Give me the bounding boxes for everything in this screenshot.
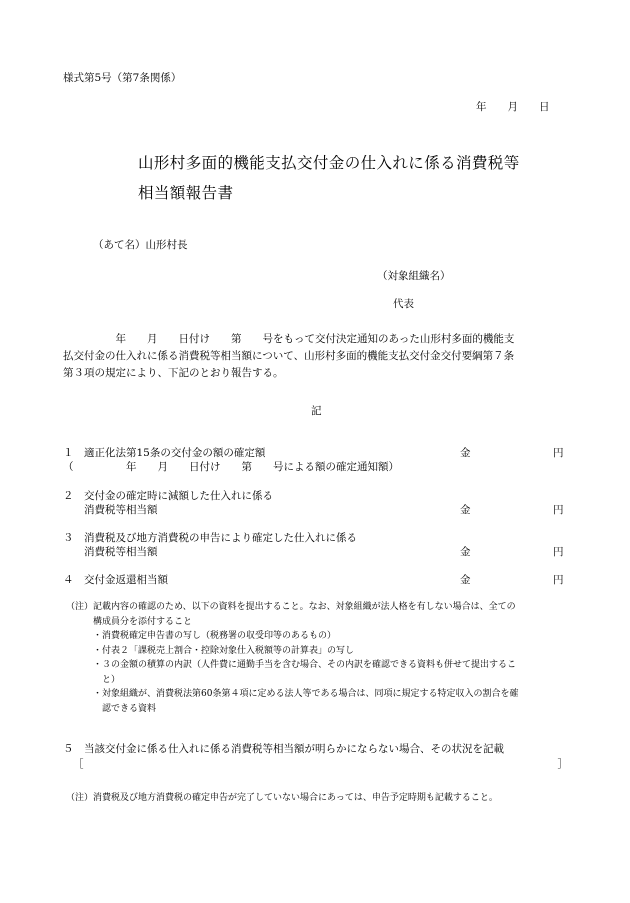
item-3-line1: ３ 消費税及び地方消費税の申告により確定した仕入れに係る — [63, 532, 357, 544]
note-line: と） — [66, 674, 121, 685]
note-2: （注）消費税及び地方消費税の確定申告が完了していない場合にあっては、申告予定時期も記載すること。 — [66, 793, 498, 803]
note-line: 認できる資料 — [66, 703, 157, 714]
item-1-en: 円 — [553, 447, 564, 459]
document-title-line1: 山形村多面的機能支払交付金の仕入れに係る消費税等 — [138, 154, 520, 172]
item-2-kin: 金 — [460, 504, 471, 516]
item-2-line2: 消費税等相当額 — [63, 504, 158, 516]
bracket-left: ［ — [73, 758, 84, 770]
body-paragraph — [63, 331, 567, 382]
date-line: 年 月 日 — [476, 101, 550, 113]
item-3-line2: 消費税等相当額 — [63, 546, 158, 558]
note-line: ・付表２「課税売上割合・控除対象仕入税額等の計算表」の写し — [66, 645, 355, 656]
ki-heading: 記 — [311, 405, 322, 417]
item-4-line1: ４ 交付金返還相当額 — [63, 574, 168, 586]
item-5-line: ５ 当該交付金に係る仕入れに係る消費税等相当額が明らかにならない場合、その状況を記載 — [63, 743, 504, 755]
addressee: （あて名）山形村長 — [93, 239, 188, 251]
item-2-line1: ２ 交付金の確定時に減額した仕入れに係る — [63, 490, 273, 502]
bracket-right: ］ — [557, 758, 568, 770]
form-number: 様式第5号（第7条関係） — [63, 72, 182, 84]
item-2-en: 円 — [553, 504, 564, 516]
organization-name-label: （対象組織名） — [377, 270, 451, 282]
item-3-kin: 金 — [460, 546, 471, 558]
note-line: ・消費税確定申告書の写し（税務署の収受印等のあるもの） — [66, 631, 337, 641]
body-line: 第３項の規定により、下記のとおり報告する。 — [63, 367, 284, 379]
item-1-kin: 金 — [460, 447, 471, 459]
body-line: 払交付金の仕入れに係る消費税等相当額について、山形村多面的機能支払交付金交付要綱第７条 — [63, 350, 515, 362]
item-1-line1: １ 適正化法第15条の交付金の額の確定額 — [63, 447, 266, 459]
note-line: （注）記載内容の確認のため、以下の資料を提出すること。なお、対象組織が法人格を有しない場合は、全ての — [66, 602, 516, 612]
document-title-line2: 相当額報告書 — [138, 184, 234, 202]
note-line: ・対象組織が、消費税法第60条第４項に定める法人等である場合は、同項に規定する特定収入の割合を確 — [66, 689, 519, 699]
representative-label: 代表 — [393, 298, 414, 310]
item-3-en: 円 — [553, 546, 564, 558]
note-line: 構成員分を添付すること — [66, 616, 193, 627]
item-4-en: 円 — [553, 574, 564, 586]
item-4-kin: 金 — [460, 574, 471, 586]
note-line: ・３の金額の積算の内訳（人件費に通勤手当を含む場合、その内訳を確認できる資料も併せて提出するこ — [66, 660, 517, 670]
item-1-line2: （ 年 月 日付け 第 号による額の確定通知額） — [63, 461, 399, 473]
notes-block — [66, 600, 571, 716]
body-line: 年 月 日付け 第 号をもって交付決定通知のあった山形村多面的機能支 — [63, 333, 515, 345]
